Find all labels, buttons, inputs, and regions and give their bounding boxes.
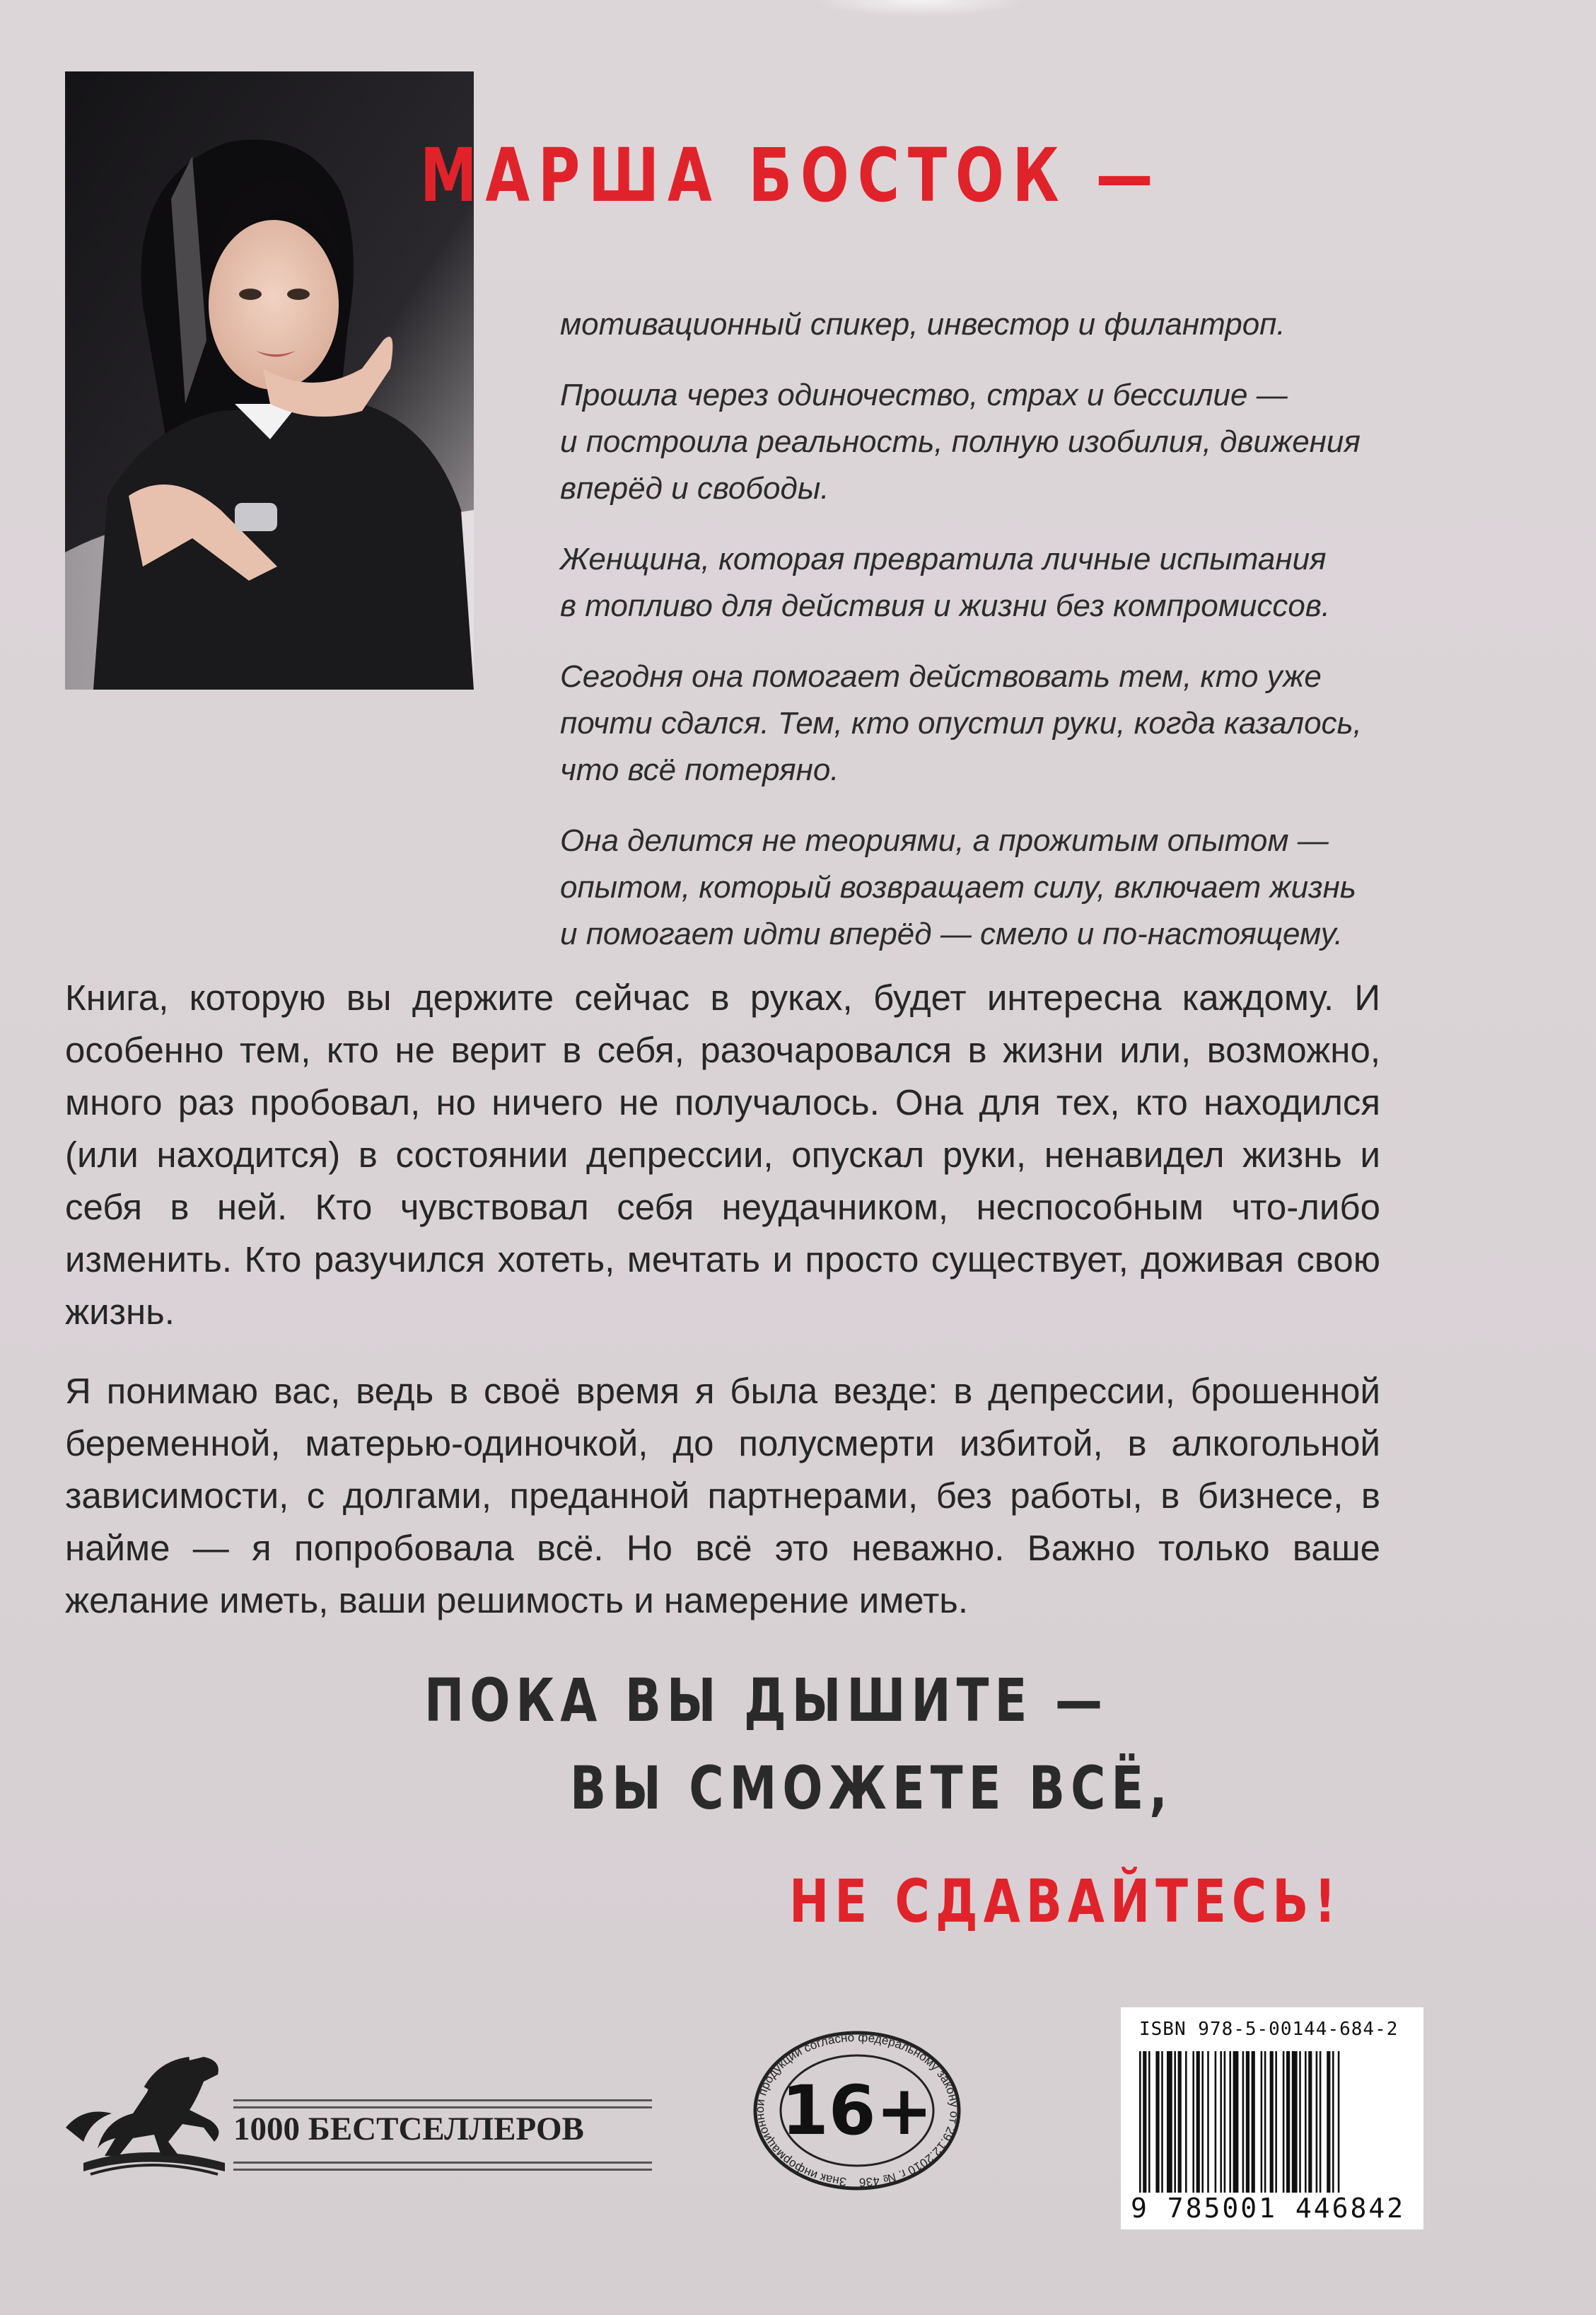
- publisher-rule-top: [233, 2099, 652, 2101]
- publisher-rule-bottom: [233, 2169, 652, 2171]
- bio-paragraph: Прошла через одиночество, страх и бессилие — и построила реальность, полную изобилия, движения вперёд и свободы.: [560, 378, 1361, 506]
- age-rating-label: 16+: [781, 2071, 933, 2150]
- description-paragraph: Я понимаю вас, ведь в своё время я была везде: в депрессии, брошенной беременной, матерью-одиночкой, до полусмерти избитой, в алкогольной зависимости, с долгами, преданной партнерами, без работы, в бизнесе, в найме — я попробовала всё. Но всё это неважно. Важно только ваше желание иметь, ваши решимость и намерение иметь.: [65, 1371, 1380, 1620]
- barcode-digits: 9 785001 446842: [1131, 2193, 1406, 2224]
- slogan-line-2: ВЫ СМОЖЕТЕ ВСЁ,: [570, 1753, 1173, 1823]
- publisher-logo: [62, 2043, 614, 2184]
- slogan-line-3: НЕ СДАВАЙТЕСЬ!: [789, 1867, 1342, 1936]
- barcode-icon: [1139, 2051, 1405, 2193]
- slogan-line-1: ПОКА ВЫ ДЫШИТЕ —: [424, 1666, 1109, 1735]
- publisher-rule-top: [233, 2106, 652, 2108]
- description-paragraph: Книга, которую вы держите сейчас в руках, будет интересна каждому. И особенно тем, кто не верит в себя, разочаровался в жизни или, возможно, много раз пробовал, но ничего не получалось. Она для тех, кто находился (или находится) в состоянии депрессии, опускал руки, ненавидел жизнь и себя в ней. Кто чувствовал себя неудачником, неспособным что-либо изменить. Кто разучился хотеть, мечтать и просто существует, доживая свою жизнь.: [65, 977, 1380, 1332]
- page-top-highlight: [813, 0, 1025, 17]
- isbn-number: ISBN 978-5-00144-684-2: [1139, 2019, 1399, 2040]
- author-name: МАРША БОСТОК —: [420, 132, 1162, 219]
- age-rating-circle-text: Знак информационной продукции согласно федеральному закону от 29.12.2010 г. № 436: [753, 2030, 962, 2190]
- bio-paragraph: мотивационный спикер, инвестор и филантроп.: [560, 307, 1286, 342]
- bio-paragraph: Она делится не теориями, а прожитым опытом — опытом, который возвращает силу, включает жизнь и помогает идти вперёд — смело и по-настоящему.: [560, 823, 1356, 951]
- book-description: [65, 972, 1380, 1654]
- barcode-block: [1121, 2007, 1423, 2229]
- author-photo: [65, 71, 474, 690]
- bio-paragraph: Сегодня она помогает действовать тем, кто уже почти сдался. Тем, кто опустил руки, когда казалось, что всё потеряно.: [560, 659, 1362, 787]
- publisher-rule-bottom: [233, 2162, 652, 2164]
- publisher-name: 1000 БЕСТСЕЛЛЕРОВ: [233, 2111, 584, 2147]
- bio-paragraph: Женщина, которая превратила личные испытания в топливо для действия и жизни без компромиссов.: [560, 542, 1331, 623]
- horse-book-icon: [62, 2043, 246, 2184]
- author-bio: [560, 301, 1550, 982]
- age-rating-badge: [752, 2028, 962, 2193]
